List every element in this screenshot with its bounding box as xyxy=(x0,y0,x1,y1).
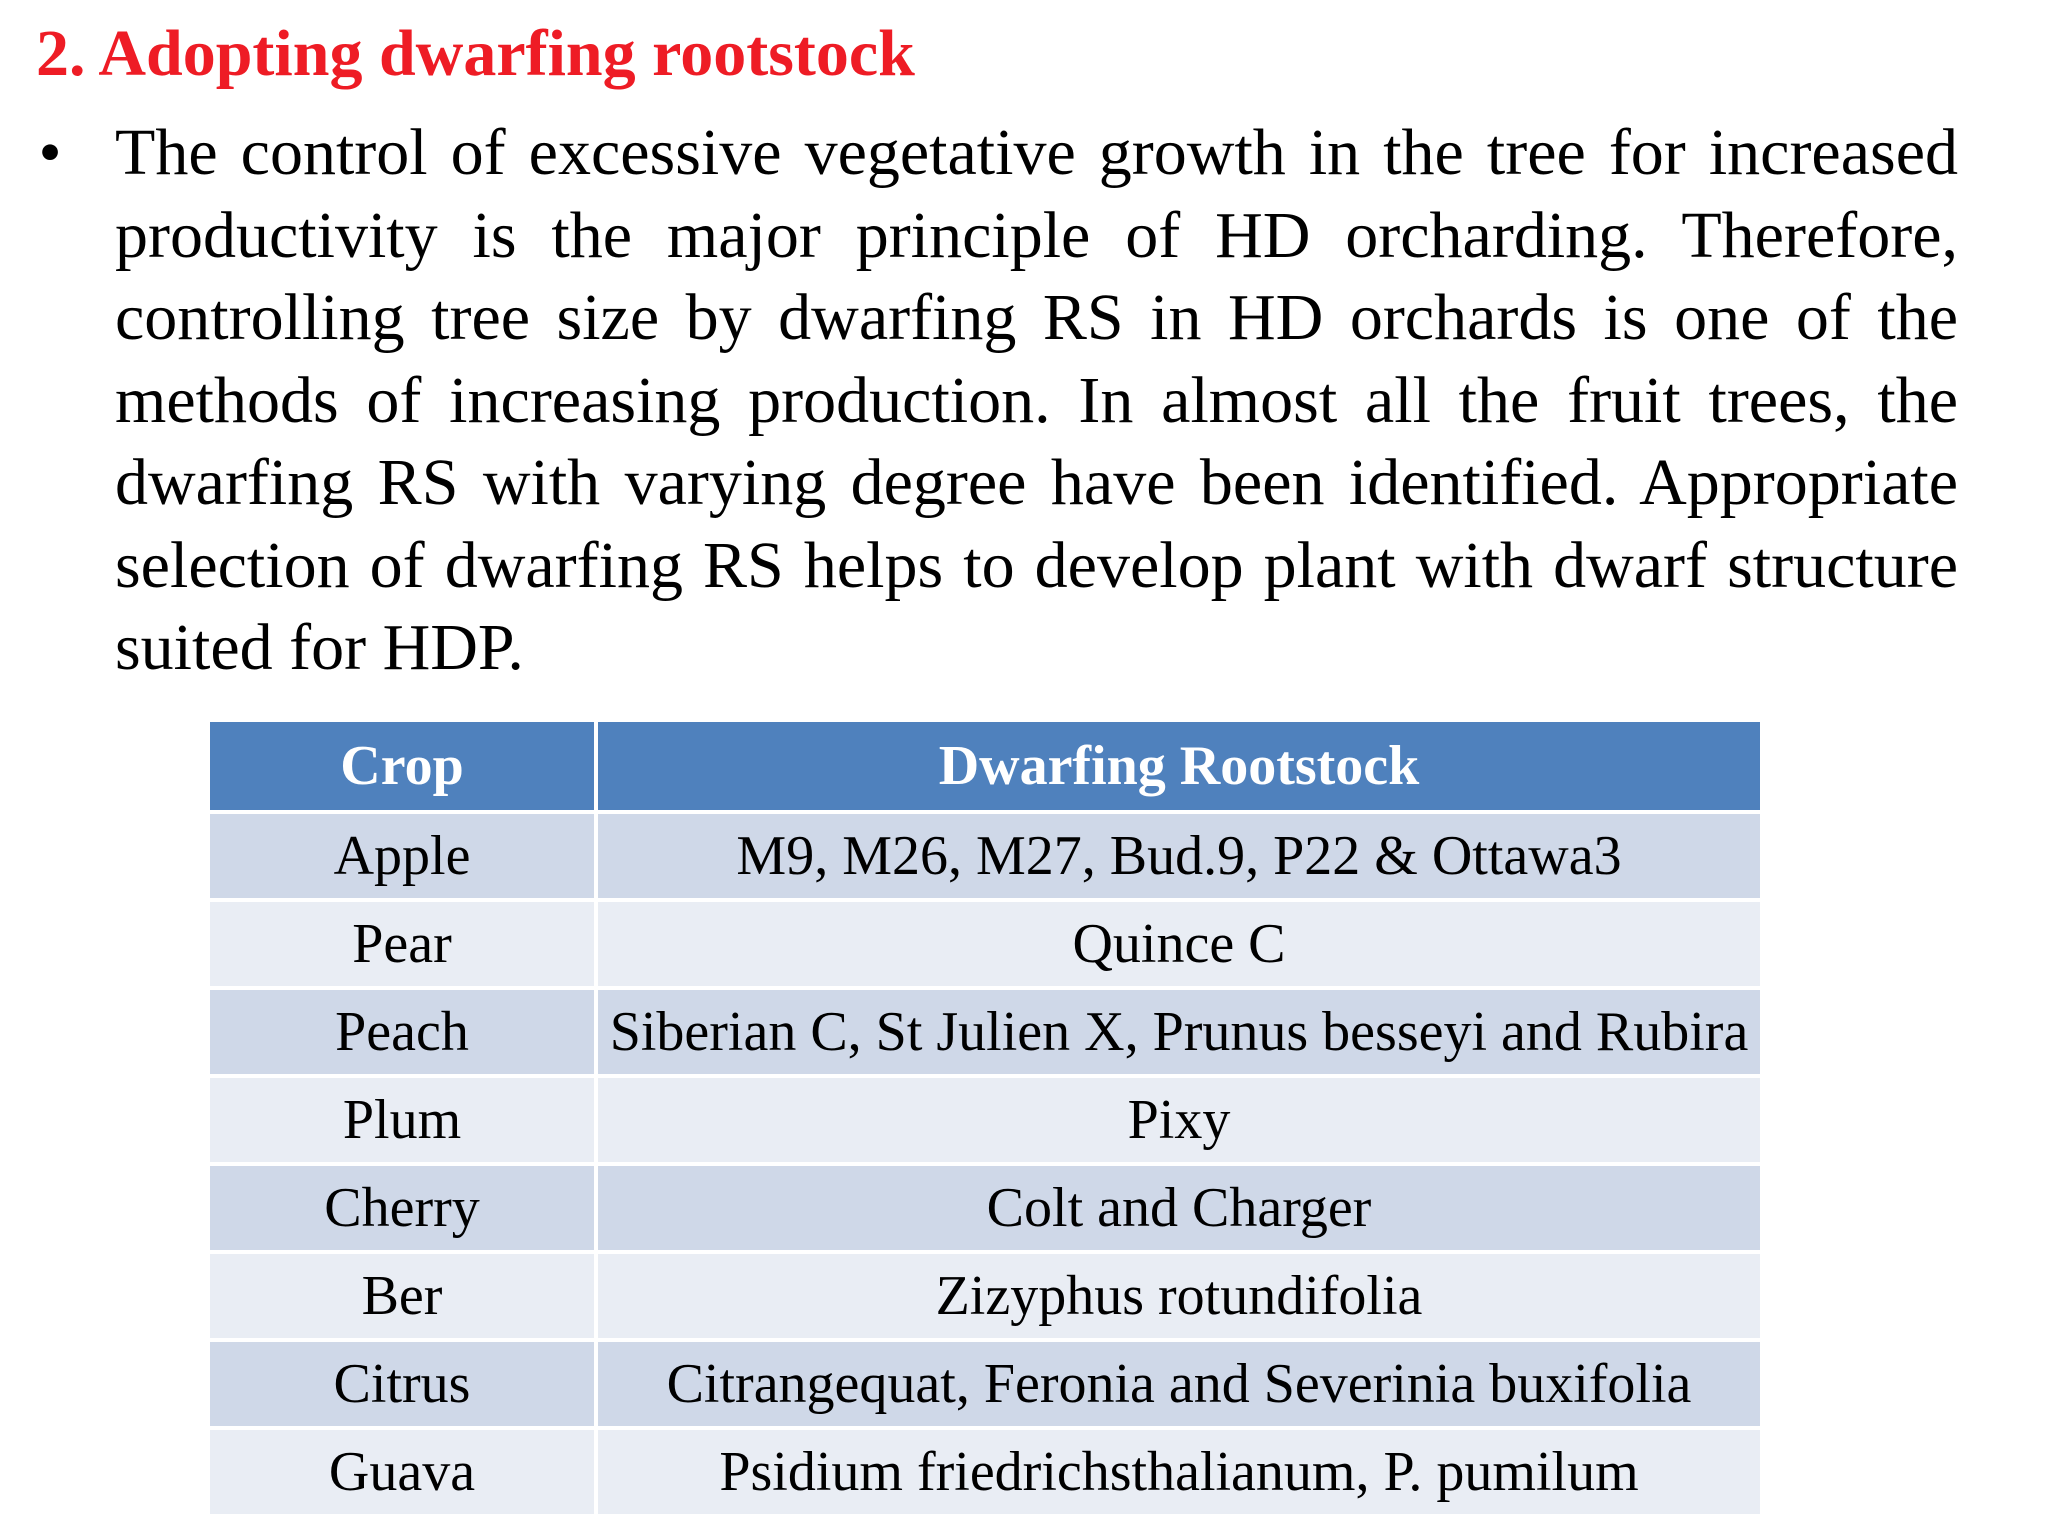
crop-cell: Guava xyxy=(208,1428,596,1516)
table-row xyxy=(208,1164,1762,1252)
table-row xyxy=(208,900,1762,988)
table-row xyxy=(208,988,1762,1076)
crop-cell: Plum xyxy=(208,1076,596,1164)
crop-cell: Cherry xyxy=(208,1164,596,1252)
table-header-row xyxy=(208,720,1762,812)
rootstock-cell: Siberian C, St Julien X, Prunus besseyi and Rubira xyxy=(596,988,1762,1076)
slide-title: 2. Adopting dwarfing rootstock xyxy=(36,17,915,90)
table-row xyxy=(208,812,1762,900)
crop-cell: Peach xyxy=(208,988,596,1076)
table-row xyxy=(208,1428,1762,1516)
rootstock-table xyxy=(206,718,1764,1518)
bullet-paragraph: The control of excessive vegetative growth in the tree for increased productivity is the major principle of HD orcharding. Therefore, controlling tree size by dwarfing RS in HD orchards is one of the methods of increasing production. In almost all the fruit trees, the dwarfing RS with varying degree have been identified. Appropriate selection of dwarfing RS helps to develop plant with dwarf structure suited for HDP. xyxy=(115,116,1958,684)
bullet-dot: • xyxy=(38,116,62,189)
rootstock-cell: Colt and Charger xyxy=(596,1164,1762,1252)
crop-cell: Pear xyxy=(208,900,596,988)
crop-cell: Apple xyxy=(208,812,596,900)
rootstock-cell: Zizyphus rotundifolia xyxy=(596,1252,1762,1340)
table-row xyxy=(208,1340,1762,1428)
rootstock-cell: Quince C xyxy=(596,900,1762,988)
rootstock-cell: M9, M26, M27, Bud.9, P22 & Ottawa3 xyxy=(596,812,1762,900)
table-row xyxy=(208,1252,1762,1340)
rootstock-cell: Pixy xyxy=(596,1076,1762,1164)
rootstock-cell: Citrangequat, Feronia and Severinia buxifolia xyxy=(596,1340,1762,1428)
crop-cell: Ber xyxy=(208,1252,596,1340)
rootstock-cell: Psidium friedrichsthalianum, P. pumilum xyxy=(596,1428,1762,1516)
header-dwarfing-rootstock: Dwarfing Rootstock xyxy=(596,720,1762,812)
table-row xyxy=(208,1076,1762,1164)
crop-cell: Citrus xyxy=(208,1340,596,1428)
header-crop: Crop xyxy=(208,720,596,812)
